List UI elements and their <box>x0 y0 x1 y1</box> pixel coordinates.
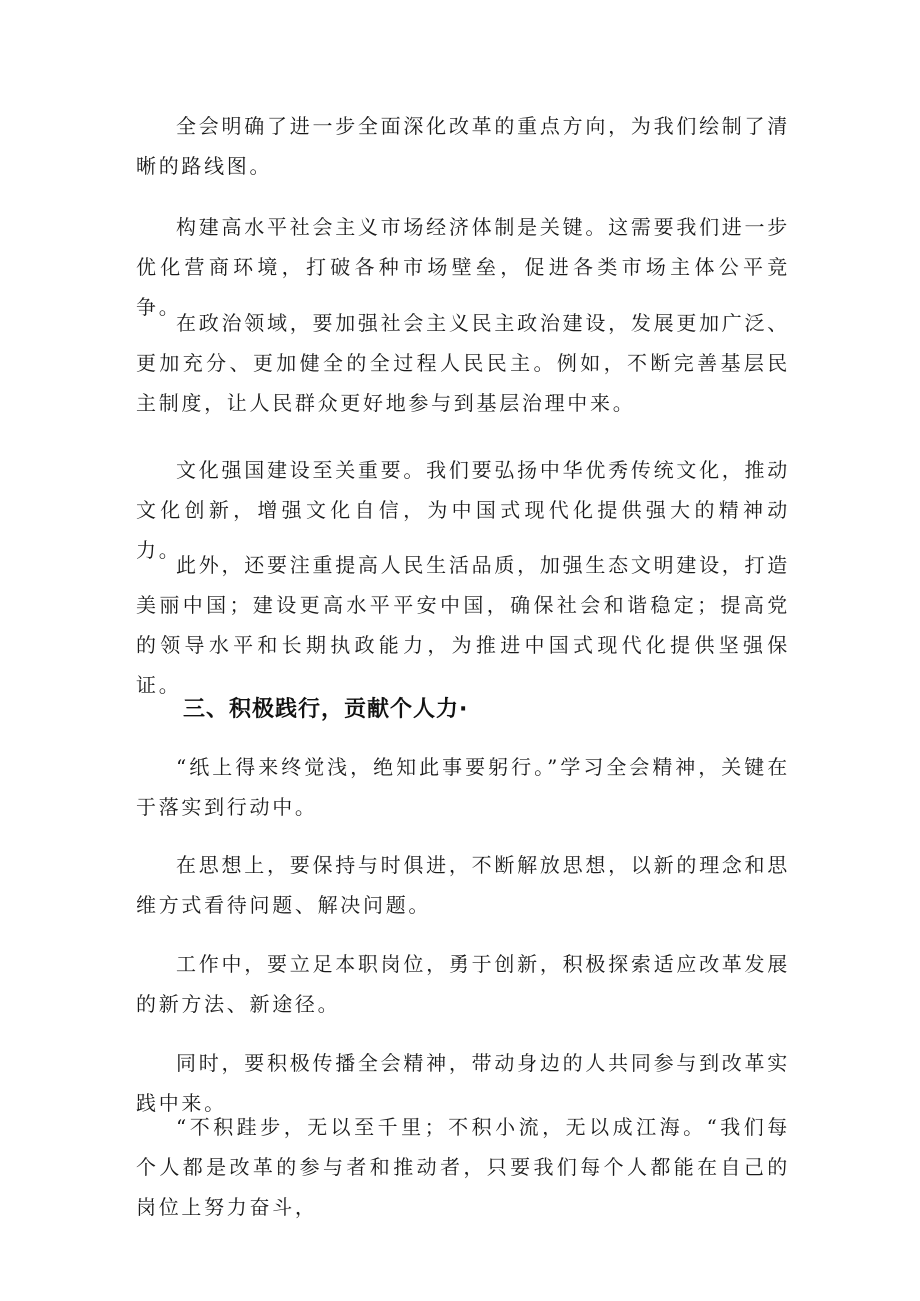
paragraph-step-by-step: “不积跬步，无以至千里；不积小流，无以成江海。“我们每个人都是改革的参与者和推动者，只要我们每个人都能在自己的岗位上努力奋斗， <box>136 1115 790 1219</box>
paragraph-cultural-power: 文化强国建设至关重要。我们要弘扬中华优秀传统文化，推动文化创新，增强文化自信，为中国式现代化提供强大的精神动力。 <box>136 458 790 562</box>
paragraph-reform-direction: 全会明确了进一步全面深化改革的重点方向，为我们绘制了清晰的路线图。 <box>136 114 790 178</box>
section-heading: 三、积极践行，贡献个人力· <box>183 697 469 722</box>
paragraph-livelihood-quality: 此外，还要注重提高人民生活品质，加强生态文明建设，打造美丽中国；建设更高水平平安中国，确保社会和谐稳定；提高党的领导水平和长期执政能力，为推进中国式现代化提供坚强保证。 <box>136 553 790 697</box>
paragraph-practice-quote: “纸上得来终觉浅，绝知此事要躬行。”学习全会精神，关键在于落实到行动中。 <box>136 755 790 819</box>
paragraph-work: 工作中，要立足本职岗位，勇于创新，积极探索适应改革发展的新方法、新途径。 <box>136 952 790 1016</box>
paragraph-thinking: 在思想上，要保持与时俱进，不断解放思想，以新的理念和思维方式看待问题、解决问题。 <box>136 853 790 917</box>
paragraph-political-democracy: 在政治领域，要加强社会主义民主政治建设，发展更加广泛、更加充分、更加健全的全过程人民民主。例如，不断完善基层民主制度，让人民群众更好地参与到基层治理中来。 <box>136 311 790 415</box>
paragraph-market-economy: 构建高水平社会主义市场经济体制是关键。这需要我们进一步优化营商环境，打破各种市场壁垒，促进各类市场主体公平竞争。 <box>136 215 790 319</box>
paragraph-spread-spirit: 同时，要积极传播全会精神，带动身边的人共同参与到改革实践中来。 <box>136 1051 790 1115</box>
